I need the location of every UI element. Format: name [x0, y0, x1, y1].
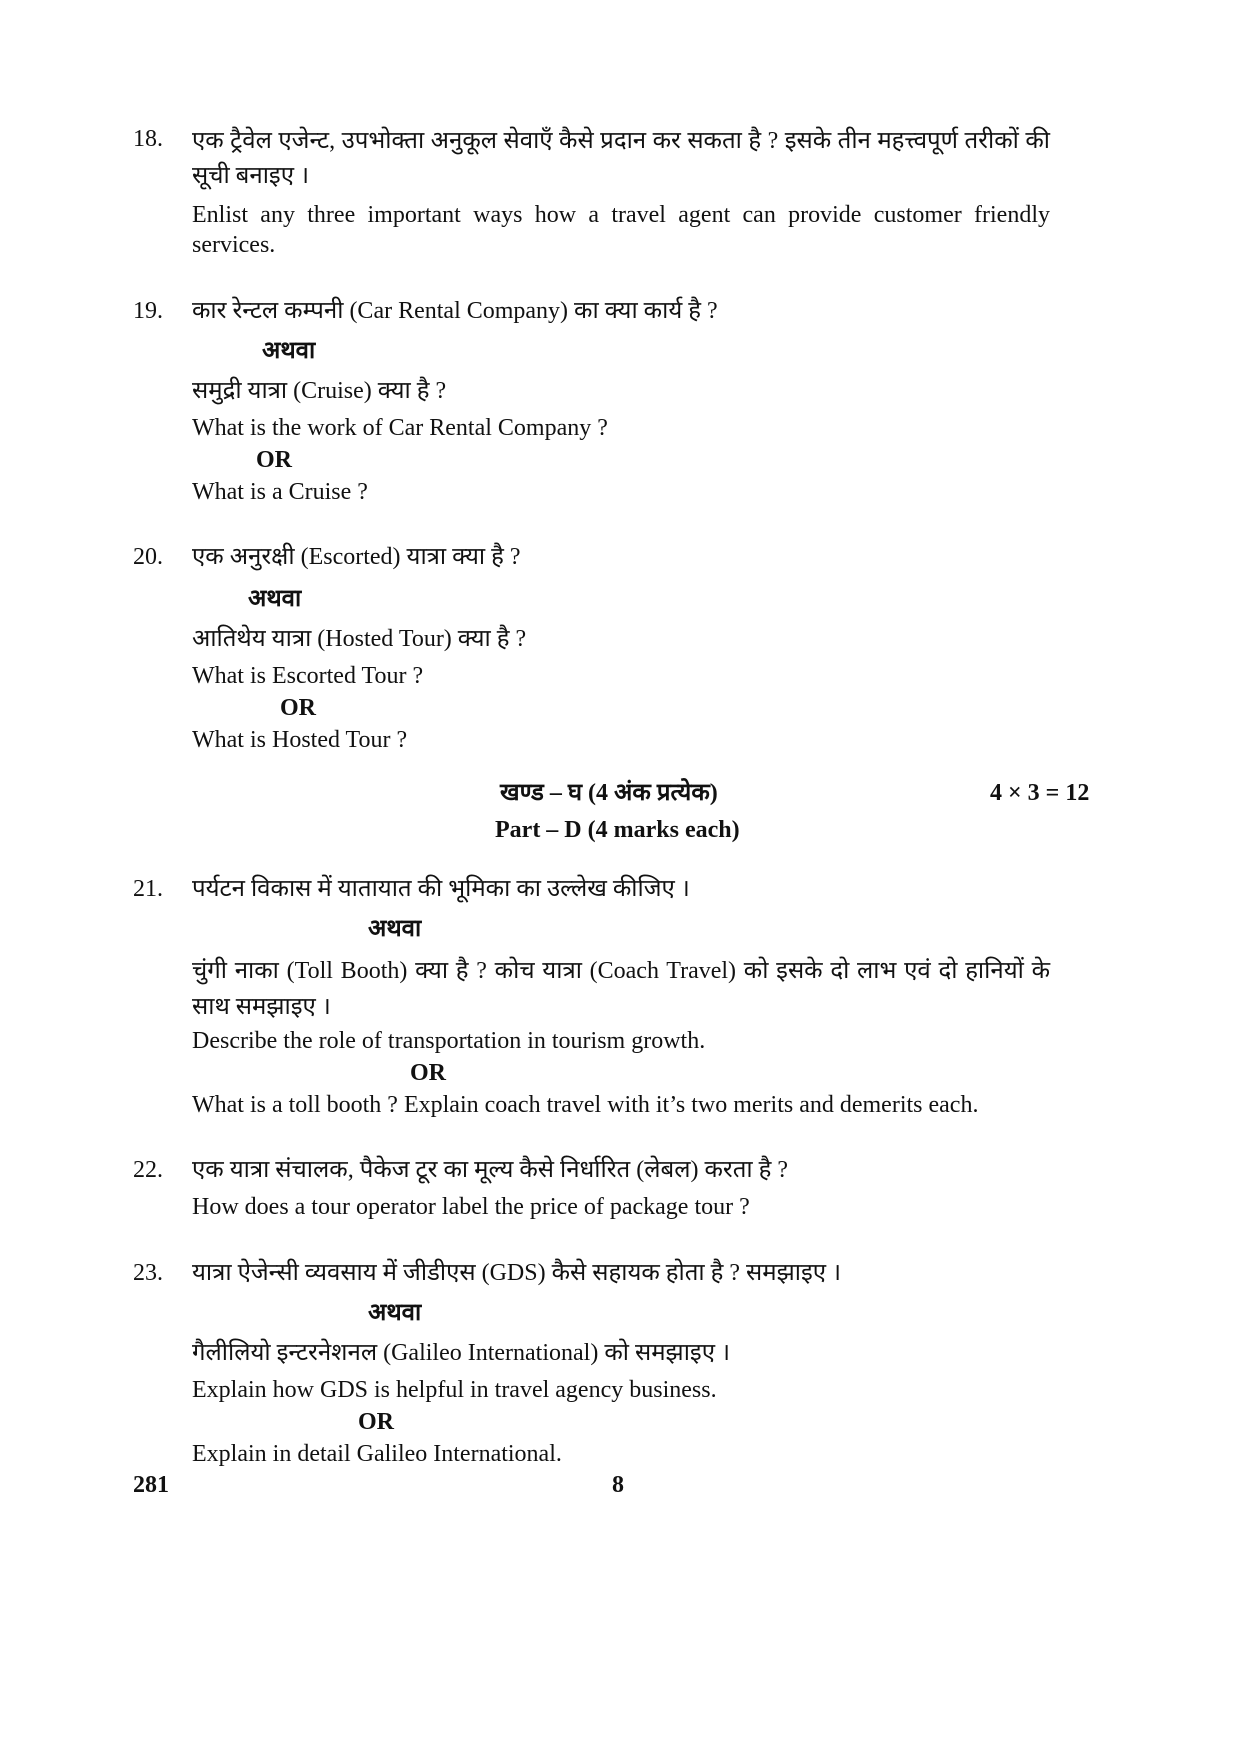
section-title-hindi: खण्ड – घ (4 अंक प्रत्येक)	[500, 780, 718, 806]
question-18-hindi: एक ट्रैवेल एजेन्ट, उपभोक्ता अनुकूल सेवाएँ कैसे प्रदान कर सकता है ? इसके तीन महत्त्वपूर्ण तरीकों की सूची बनाइए ।	[192, 128, 1050, 189]
question-20-english: What is Escorted Tour ?	[192, 663, 424, 689]
or-label-hindi: अथवा	[262, 338, 316, 364]
question-19-english: What is the work of Car Rental Company ?	[192, 415, 608, 441]
question-number: 22.	[133, 1157, 163, 1183]
section-marks: 4 × 3 = 12	[990, 780, 1090, 806]
question-20-hindi: एक अनुरक्षी (Escorted) यात्रा क्या है ?	[192, 544, 521, 570]
question-19-english-alt: What is a Cruise ?	[192, 479, 368, 505]
question-23-english: Explain how GDS is helpful in travel agency business.	[192, 1377, 717, 1403]
paper-code: 281	[133, 1472, 169, 1498]
or-label-hindi: अथवा	[248, 586, 302, 612]
question-21-english-alt: What is a toll booth ? Explain coach travel with it’s two merits and demerits each.	[192, 1092, 979, 1118]
or-label: OR	[358, 1409, 394, 1435]
question-21-english: Describe the role of transportation in tourism growth.	[192, 1028, 706, 1054]
or-label-hindi: अथवा	[368, 1300, 422, 1326]
question-22-hindi: एक यात्रा संचालक, पैकेज टूर का मूल्य कैसे निर्धारित (लेबल) करता है ?	[192, 1157, 789, 1183]
question-18-english: Enlist any three important ways how a travel agent can provide customer friendly services.	[192, 202, 1050, 258]
question-number: 19.	[133, 298, 163, 324]
or-label-hindi: अथवा	[368, 916, 422, 942]
question-number: 21.	[133, 876, 163, 902]
question-22-english: How does a tour operator label the price of package tour ?	[192, 1194, 750, 1220]
question-20-hindi-alt: आतिथेय यात्रा (Hosted Tour) क्या है ?	[192, 626, 527, 652]
or-label: OR	[410, 1060, 446, 1086]
question-21-hindi: पर्यटन विकास में यातायात की भूमिका का उल्लेख कीजिए ।	[192, 876, 690, 902]
or-label: OR	[280, 695, 316, 721]
question-23-english-alt: Explain in detail Galileo International.	[192, 1441, 562, 1467]
or-label: OR	[256, 447, 292, 473]
question-21-hindi-alt: चुंगी नाका (Toll Booth) क्या है ? कोच यात्रा (Coach Travel) को इसके दो लाभ एवं दो हानियों के साथ समझाइए ।	[192, 958, 1050, 1020]
question-number: 18.	[133, 126, 163, 152]
question-19-hindi: कार रेन्टल कम्पनी (Car Rental Company) का क्या कार्य है ?	[192, 298, 718, 324]
question-20-english-alt: What is Hosted Tour ?	[192, 727, 408, 753]
section-title-english: Part – D (4 marks each)	[495, 817, 740, 843]
question-23-hindi: यात्रा ऐजेन्सी व्यवसाय में जीडीएस (GDS) कैसे सहायक होता है ? समझाइए ।	[192, 1260, 842, 1286]
page-number: 8	[612, 1472, 624, 1498]
question-number: 23.	[133, 1260, 163, 1286]
question-number: 20.	[133, 544, 163, 570]
question-23-hindi-alt: गैलीलियो इन्टरनेशनल (Galileo International) को समझाइए ।	[192, 1340, 731, 1366]
question-19-hindi-alt: समुद्री यात्रा (Cruise) क्या है ?	[192, 378, 447, 404]
